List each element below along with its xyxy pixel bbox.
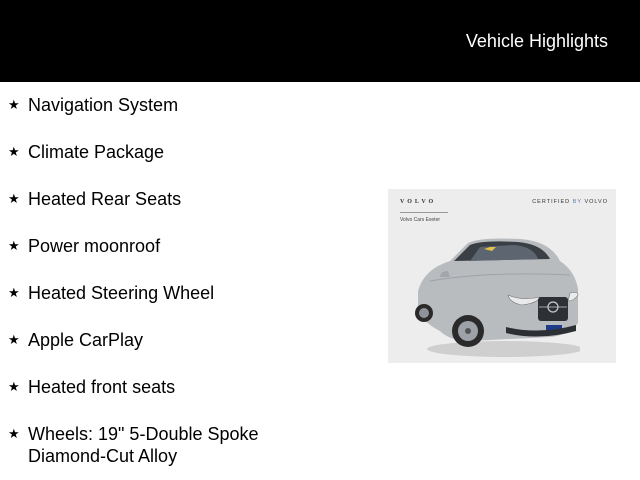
feature-list — [8, 94, 308, 467]
feature-item — [8, 94, 308, 141]
feature-label: Heated Steering Wheel — [28, 283, 215, 303]
feature-label-line-1: Wheels: 19" 5-Double Spoke — [28, 424, 259, 444]
feature-item — [8, 282, 308, 329]
certified-label — [532, 199, 608, 205]
certified-word: CERTIFIED — [532, 199, 571, 205]
vehicle-photo — [388, 189, 616, 363]
certified-by: BY — [572, 199, 582, 205]
star-icon: ★ — [8, 379, 20, 394]
feature-item — [8, 235, 308, 282]
page-title: Vehicle Highlights — [465, 31, 608, 51]
feature-item — [8, 188, 308, 235]
feature-label: Navigation System — [28, 95, 179, 115]
feature-label: Heated Rear Seats — [28, 189, 182, 209]
star-icon: ★ — [8, 144, 20, 159]
feature-label: Apple CarPlay — [28, 330, 144, 350]
star-icon: ★ — [8, 332, 20, 347]
feature-label: Climate Package — [28, 142, 165, 162]
feature-item — [8, 329, 308, 376]
star-icon: ★ — [8, 238, 20, 253]
feature-item — [8, 141, 308, 188]
star-icon: ★ — [8, 97, 20, 112]
dealer-name: Volvo Cars Exeter — [400, 217, 441, 223]
divider — [400, 212, 448, 213]
feature-item — [8, 423, 308, 467]
feature-item — [8, 376, 308, 423]
star-icon: ★ — [8, 285, 20, 300]
certified-brand: VOLVO — [584, 199, 608, 205]
car-illustration — [410, 231, 580, 361]
feature-label: Heated front seats — [28, 377, 176, 397]
brand-wordmark: VOLVO — [400, 199, 437, 205]
feature-label: Power moonroof — [28, 236, 161, 256]
feature-label-line-2: Diamond-Cut Alloy — [28, 446, 178, 466]
star-icon: ★ — [8, 426, 20, 441]
header-bar — [0, 0, 640, 82]
star-icon: ★ — [8, 191, 20, 206]
